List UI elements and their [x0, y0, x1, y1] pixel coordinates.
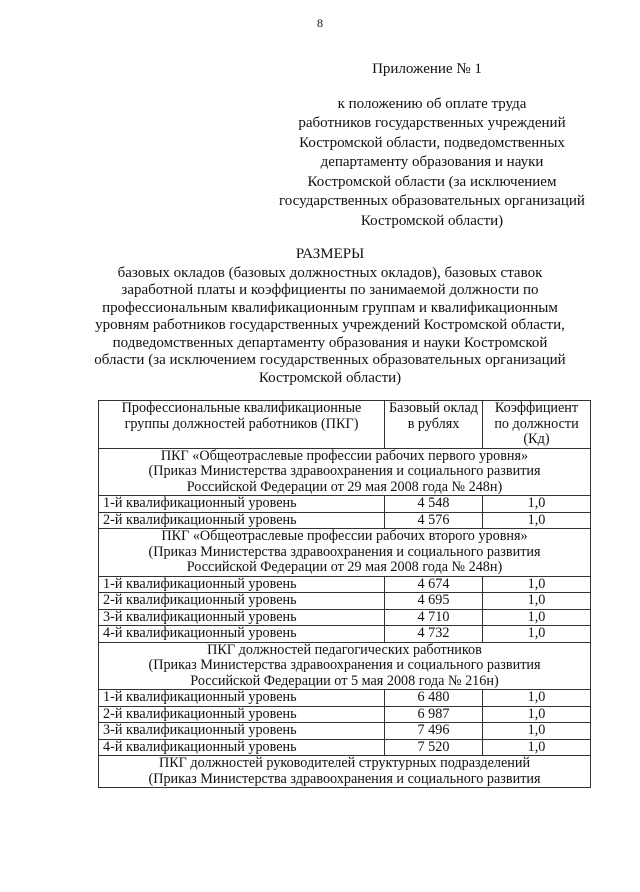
coefficient-cell: 1,0 [483, 512, 591, 529]
salary-cell: 4 576 [385, 512, 483, 529]
group-title-line: ПКГ должностей руководителей структурных подразделений [158, 755, 531, 771]
heading-line: заработной платы и коэффициенты по занимаемой должности по [121, 282, 539, 298]
table-row [99, 739, 591, 756]
level-cell: 2-й квалификационный уровень [99, 512, 385, 529]
group-title-line: (Приказ Министерства здравоохранения и социального развития [148, 657, 541, 673]
level-cell: 1-й квалификационный уровень [99, 690, 385, 707]
group-row [99, 642, 591, 690]
group-title [99, 756, 591, 788]
appendix-basis-line: государственных образовательных организаций [279, 193, 585, 209]
salary-table [98, 400, 591, 788]
salary-cell: 4 732 [385, 626, 483, 643]
table-row [99, 690, 591, 707]
level-cell: 3-й квалификационный уровень [99, 609, 385, 626]
salary-cell: 6 987 [385, 706, 483, 723]
header-line: (Кд) [523, 431, 550, 447]
coefficient-cell: 1,0 [483, 690, 591, 707]
coefficient-cell: 1,0 [483, 739, 591, 756]
heading-line: профессиональным квалификационным группам и квалификационным [102, 299, 558, 316]
table-body [99, 448, 591, 788]
coefficient-cell: 1,0 [483, 723, 591, 740]
salary-cell: 7 520 [385, 739, 483, 756]
table-header-row [99, 401, 591, 449]
header-line: группы должностей работников (ПКГ) [124, 415, 359, 432]
document-heading [90, 246, 570, 387]
salary-cell: 4 695 [385, 593, 483, 610]
level-cell: 2-й квалификационный уровень [99, 706, 385, 723]
group-row [99, 448, 591, 496]
level-cell: 1-й квалификационный уровень [99, 576, 385, 593]
group-title-line: Российской Федерации от 29 мая 2008 года № 248н) [186, 559, 503, 575]
group-title [99, 642, 591, 690]
group-title-line: Российской Федерации от 29 мая 2008 года № 248н) [186, 478, 503, 495]
appendix-basis-line: Костромской области (за исключением [307, 173, 557, 190]
heading-line: уровням работников государственных учреждений Костромской области, [95, 317, 565, 333]
level-cell: 4-й квалификационный уровень [99, 626, 385, 643]
level-cell: 2-й квалификационный уровень [99, 593, 385, 610]
group-title-line: (Приказ Министерства здравоохранения и социального развития [148, 463, 541, 479]
coefficient-cell: 1,0 [483, 626, 591, 643]
group-title-line: (Приказ Министерства здравоохранения и социального развития [148, 770, 541, 787]
heading-title: РАЗМЕРЫ [295, 246, 365, 262]
coefficient-cell: 1,0 [483, 576, 591, 593]
group-title-line: Российской Федерации от 5 мая 2008 года № 216н) [190, 672, 499, 689]
group-row [99, 756, 591, 788]
header-salary [385, 401, 483, 449]
level-cell: 3-й квалификационный уровень [99, 723, 385, 740]
header-line: Базовый оклад [389, 400, 479, 416]
coefficient-cell: 1,0 [483, 609, 591, 626]
salary-cell: 6 480 [385, 690, 483, 707]
level-cell: 1-й квалификационный уровень [99, 496, 385, 513]
table-row [99, 512, 591, 529]
coefficient-cell: 1,0 [483, 593, 591, 610]
group-title [99, 529, 591, 577]
heading-line: базовых окладов (базовых должностных окладов), базовых ставок [117, 264, 543, 281]
group-title-line: ПКГ должностей педагогических работников [207, 641, 482, 658]
header-line: в рублях [407, 415, 460, 432]
table-row [99, 576, 591, 593]
appendix-title: Приложение № 1 [372, 61, 482, 77]
table-row [99, 609, 591, 626]
header-line: Профессиональные квалификационные [121, 400, 362, 416]
group-title-line: (Приказ Министерства здравоохранения и социального развития [148, 543, 541, 560]
appendix-basis-line: работников государственных учреждений [298, 115, 566, 131]
appendix-block [262, 60, 602, 231]
coefficient-cell: 1,0 [483, 706, 591, 723]
appendix-basis-line: Костромской области, подведомственных [299, 134, 565, 151]
group-title-line: ПКГ «Общеотраслевые профессии рабочих первого уровня» [160, 447, 529, 464]
appendix-basis-line: Костромской области) [360, 212, 504, 229]
appendix-basis-line: департаменту образования и науки [320, 154, 544, 170]
salary-cell: 4 674 [385, 576, 483, 593]
level-cell: 4-й квалификационный уровень [99, 739, 385, 756]
group-title [99, 448, 591, 496]
group-row [99, 529, 591, 577]
table-row [99, 496, 591, 513]
group-title-line: ПКГ «Общеотраслевые профессии рабочих второго уровня» [161, 528, 528, 544]
header-line: по должности [494, 415, 579, 432]
page-number: 8 [317, 16, 323, 30]
header-coefficient [483, 401, 591, 449]
table-row [99, 593, 591, 610]
salary-cell: 7 496 [385, 723, 483, 740]
salary-cell: 4 548 [385, 496, 483, 513]
header-pkg [99, 401, 385, 449]
table-row [99, 626, 591, 643]
coefficient-cell: 1,0 [483, 496, 591, 513]
salary-cell: 4 710 [385, 609, 483, 626]
heading-line: подведомственных департаменту образования и науки Костромской [112, 334, 548, 351]
heading-line: Костромской области) [258, 369, 402, 386]
header-line: Коэффициент [494, 400, 579, 416]
appendix-basis [262, 95, 602, 232]
table-row [99, 723, 591, 740]
appendix-basis-line: к положению об оплате труда [337, 95, 527, 112]
table-row [99, 706, 591, 723]
heading-line: области (за исключением государственных образовательных организаций [94, 352, 566, 368]
